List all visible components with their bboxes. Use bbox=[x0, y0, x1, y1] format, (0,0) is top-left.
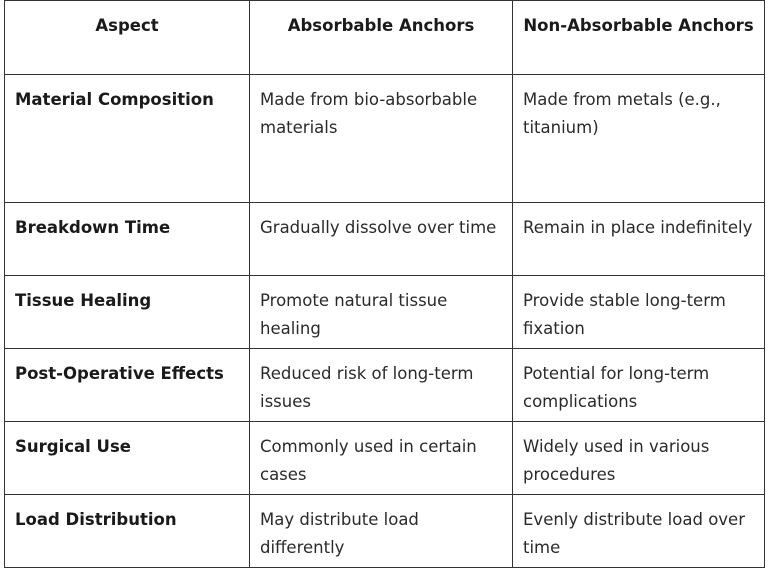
header-aspect: Aspect bbox=[5, 1, 250, 75]
row-aspect: Breakdown Time bbox=[5, 203, 250, 276]
absorbable-cell: May distribute load differently bbox=[250, 495, 513, 568]
comparison-table bbox=[4, 0, 765, 568]
header-absorbable: Absorbable Anchors bbox=[250, 1, 513, 75]
absorbable-cell: Made from bio-absorbable materials bbox=[250, 75, 513, 203]
row-aspect: Material Composition bbox=[5, 75, 250, 203]
non-absorbable-cell: Widely used in various procedures bbox=[513, 422, 765, 495]
table-row bbox=[5, 75, 765, 203]
header-non-absorbable: Non-Absorbable Anchors bbox=[513, 1, 765, 75]
absorbable-cell: Reduced risk of long-term issues bbox=[250, 349, 513, 422]
non-absorbable-cell: Evenly distribute load over time bbox=[513, 495, 765, 568]
row-aspect: Surgical Use bbox=[5, 422, 250, 495]
table-row bbox=[5, 422, 765, 495]
row-aspect: Load Distribution bbox=[5, 495, 250, 568]
non-absorbable-cell: Potential for long-term complications bbox=[513, 349, 765, 422]
absorbable-cell: Gradually dissolve over time bbox=[250, 203, 513, 276]
non-absorbable-cell: Provide stable long-term fixation bbox=[513, 276, 765, 349]
absorbable-cell: Promote natural tissue healing bbox=[250, 276, 513, 349]
absorbable-cell: Commonly used in certain cases bbox=[250, 422, 513, 495]
row-aspect: Tissue Healing bbox=[5, 276, 250, 349]
non-absorbable-cell: Remain in place indefinitely bbox=[513, 203, 765, 276]
table-row bbox=[5, 495, 765, 568]
table-row bbox=[5, 349, 765, 422]
non-absorbable-cell: Made from metals (e.g., titanium) bbox=[513, 75, 765, 203]
row-aspect: Post-Operative Effects bbox=[5, 349, 250, 422]
table-row bbox=[5, 203, 765, 276]
table-row bbox=[5, 276, 765, 349]
header-row bbox=[5, 1, 765, 75]
